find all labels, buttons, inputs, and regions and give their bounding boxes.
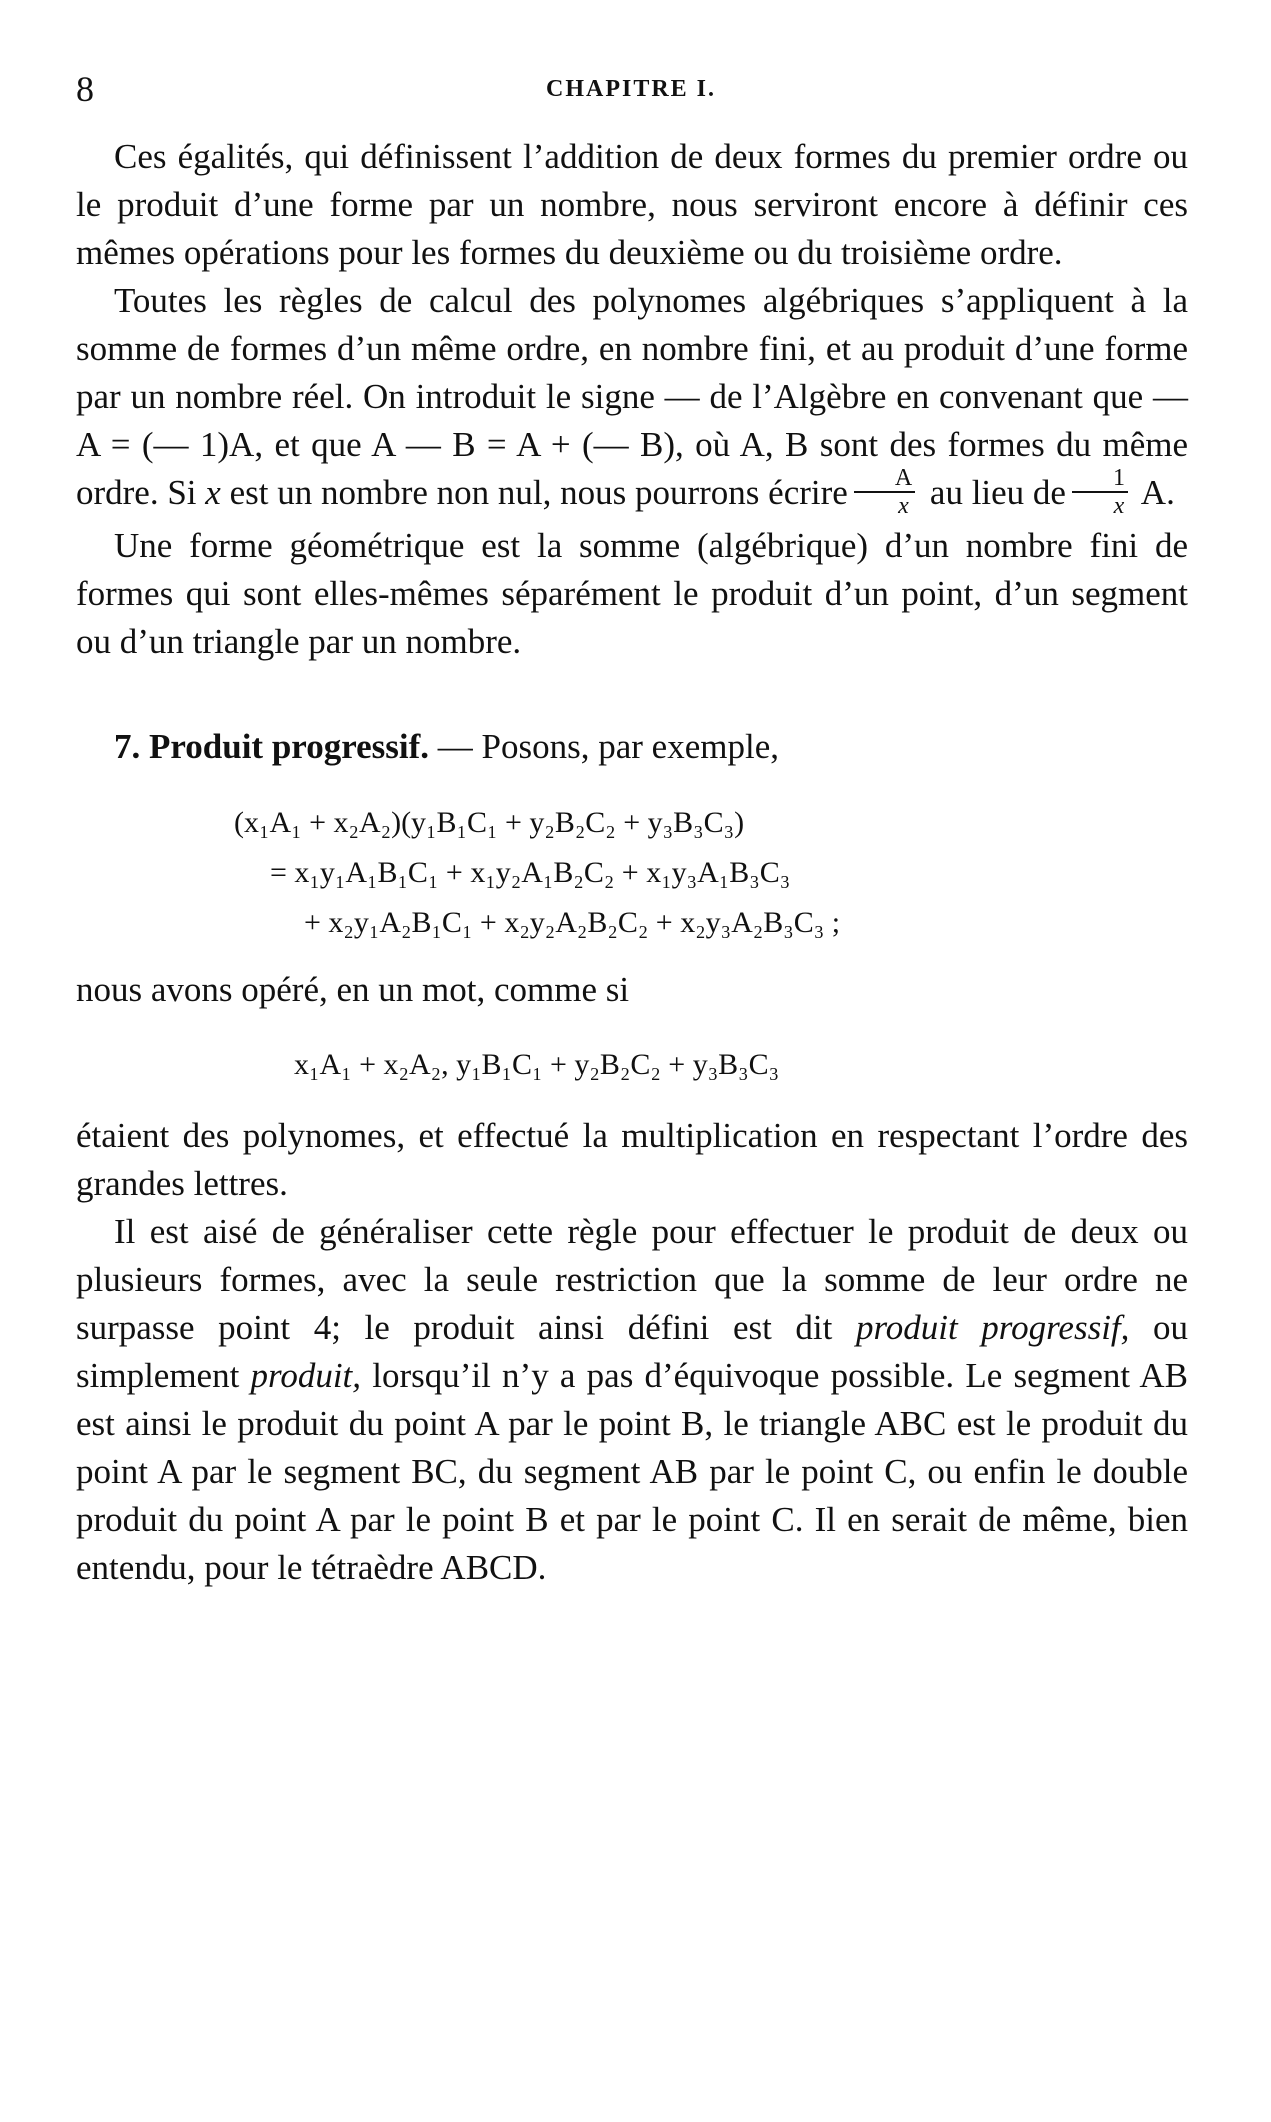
polynomials-text: étaient des polynomes, et effectué la multiplication en respectant l’ordre des grandes lettres. (76, 1115, 1188, 1203)
paragraph-polynomials (76, 1112, 1188, 1208)
paragraph-operations (76, 133, 1188, 277)
paragraph-generalisation (76, 1208, 1188, 1592)
equation-line: + x₂y₁A₂B₁C₁ + x₂y₂A₂B₂C₂ + x₂y₃A₂B₃C₃ ; (304, 905, 841, 939)
paragraph-as-if (76, 966, 1188, 1014)
algebra-rules-text: Toutes les règles de calcul des polynomes algébriques s’appliquent à la somme de formes d’un même ordre, en nombre fini, et au produit d’une forme par un nombre réel. On introduit le signe — de l’Algèbre en convenant que — A = (— 1)A, et que A — B = A + (— B), où A, B sont des formes du même ordre. Si (76, 281, 1188, 512)
equation-block (76, 798, 1188, 948)
equation-line: (x₁A₁ + x₂A₂)(y₁B₁C₁ + y₂B₂C₂ + y₃B₃C₃) (234, 805, 745, 839)
chapter-title: CHAPITRE I. (545, 76, 717, 102)
equation-line: = x₁y₁A₁B₁C₁ + x₁y₂A₁B₂C₂ + x₁y₃A₁B₃C₃ (270, 855, 791, 889)
fraction-numerator: A (854, 466, 915, 493)
paragraph-geometric-form (76, 522, 1188, 666)
as-if-text: nous avons opéré, en un mot, comme si (76, 969, 630, 1009)
generalisation-text: Il est aisé de généraliser cette règle pour effectuer le produit de deux ou plusieurs formes, avec la seule restriction que la somme de leur ordre ne surpasse point 4; le produit ainsi défini est dit (76, 1211, 1188, 1347)
fraction-a-over-x (854, 466, 915, 518)
section-title: Produit progressif. (149, 726, 430, 766)
algebra-rules-text-end: A. (1133, 473, 1175, 512)
term-produit-progressif: produit progressif, (855, 1307, 1130, 1347)
section-heading (76, 722, 1188, 772)
generalisation-text-cont: ou simplement (76, 1307, 1189, 1395)
algebra-rules-text-cont: est un nombre non nul, nous pourrons écrire (220, 473, 848, 512)
fraction-one-over-x (1072, 466, 1128, 518)
generalisation-text-end: lorsqu’il n’y a pas d’équivoque possible. Le segment AB est ainsi le produit du point A par le point B, le triangle ABC est le produit du point A par le segment BC, du segment AB par le point C, ou enfin le double produit du point A par le point B et par le point C. Il en serait de même, bien entendu, pour le tétraèdre ABCD. (76, 1355, 1188, 1587)
body-text (76, 133, 1188, 1592)
variable-x: x (205, 473, 221, 512)
fraction-denominator: x (1113, 492, 1125, 519)
term-produit: produit, (250, 1355, 362, 1395)
section-number: 7. (114, 726, 141, 766)
page-number: 8 (76, 69, 94, 109)
algebra-rules-text-mid: au lieu de (921, 473, 1066, 512)
paragraph-operations-text: Ces égalités, qui définissent l’addition de deux formes du premier ordre ou le produit d’une forme par un nombre, nous serviront encore à définir ces mêmes opérations pour les formes du deuxième ou du troisième ordre. (76, 137, 1188, 272)
fraction-denominator: x (898, 492, 909, 519)
section-intro: — Posons, par exemple, (429, 726, 779, 766)
geometric-form-text: Une forme géométrique est la somme (algébrique) d’un nombre fini de formes qui sont elles-mêmes séparément le produit d’un point, d’un segment ou d’un triangle par un nombre. (76, 525, 1188, 661)
running-head (76, 68, 1186, 108)
fraction-numerator: 1 (1072, 466, 1128, 493)
paragraph-algebra-rules (76, 277, 1188, 522)
equation-polynomials: x₁A₁ + x₂A₂, y₁B₁C₁ + y₂B₂C₂ + y₃B₃C₃ (294, 1047, 780, 1081)
